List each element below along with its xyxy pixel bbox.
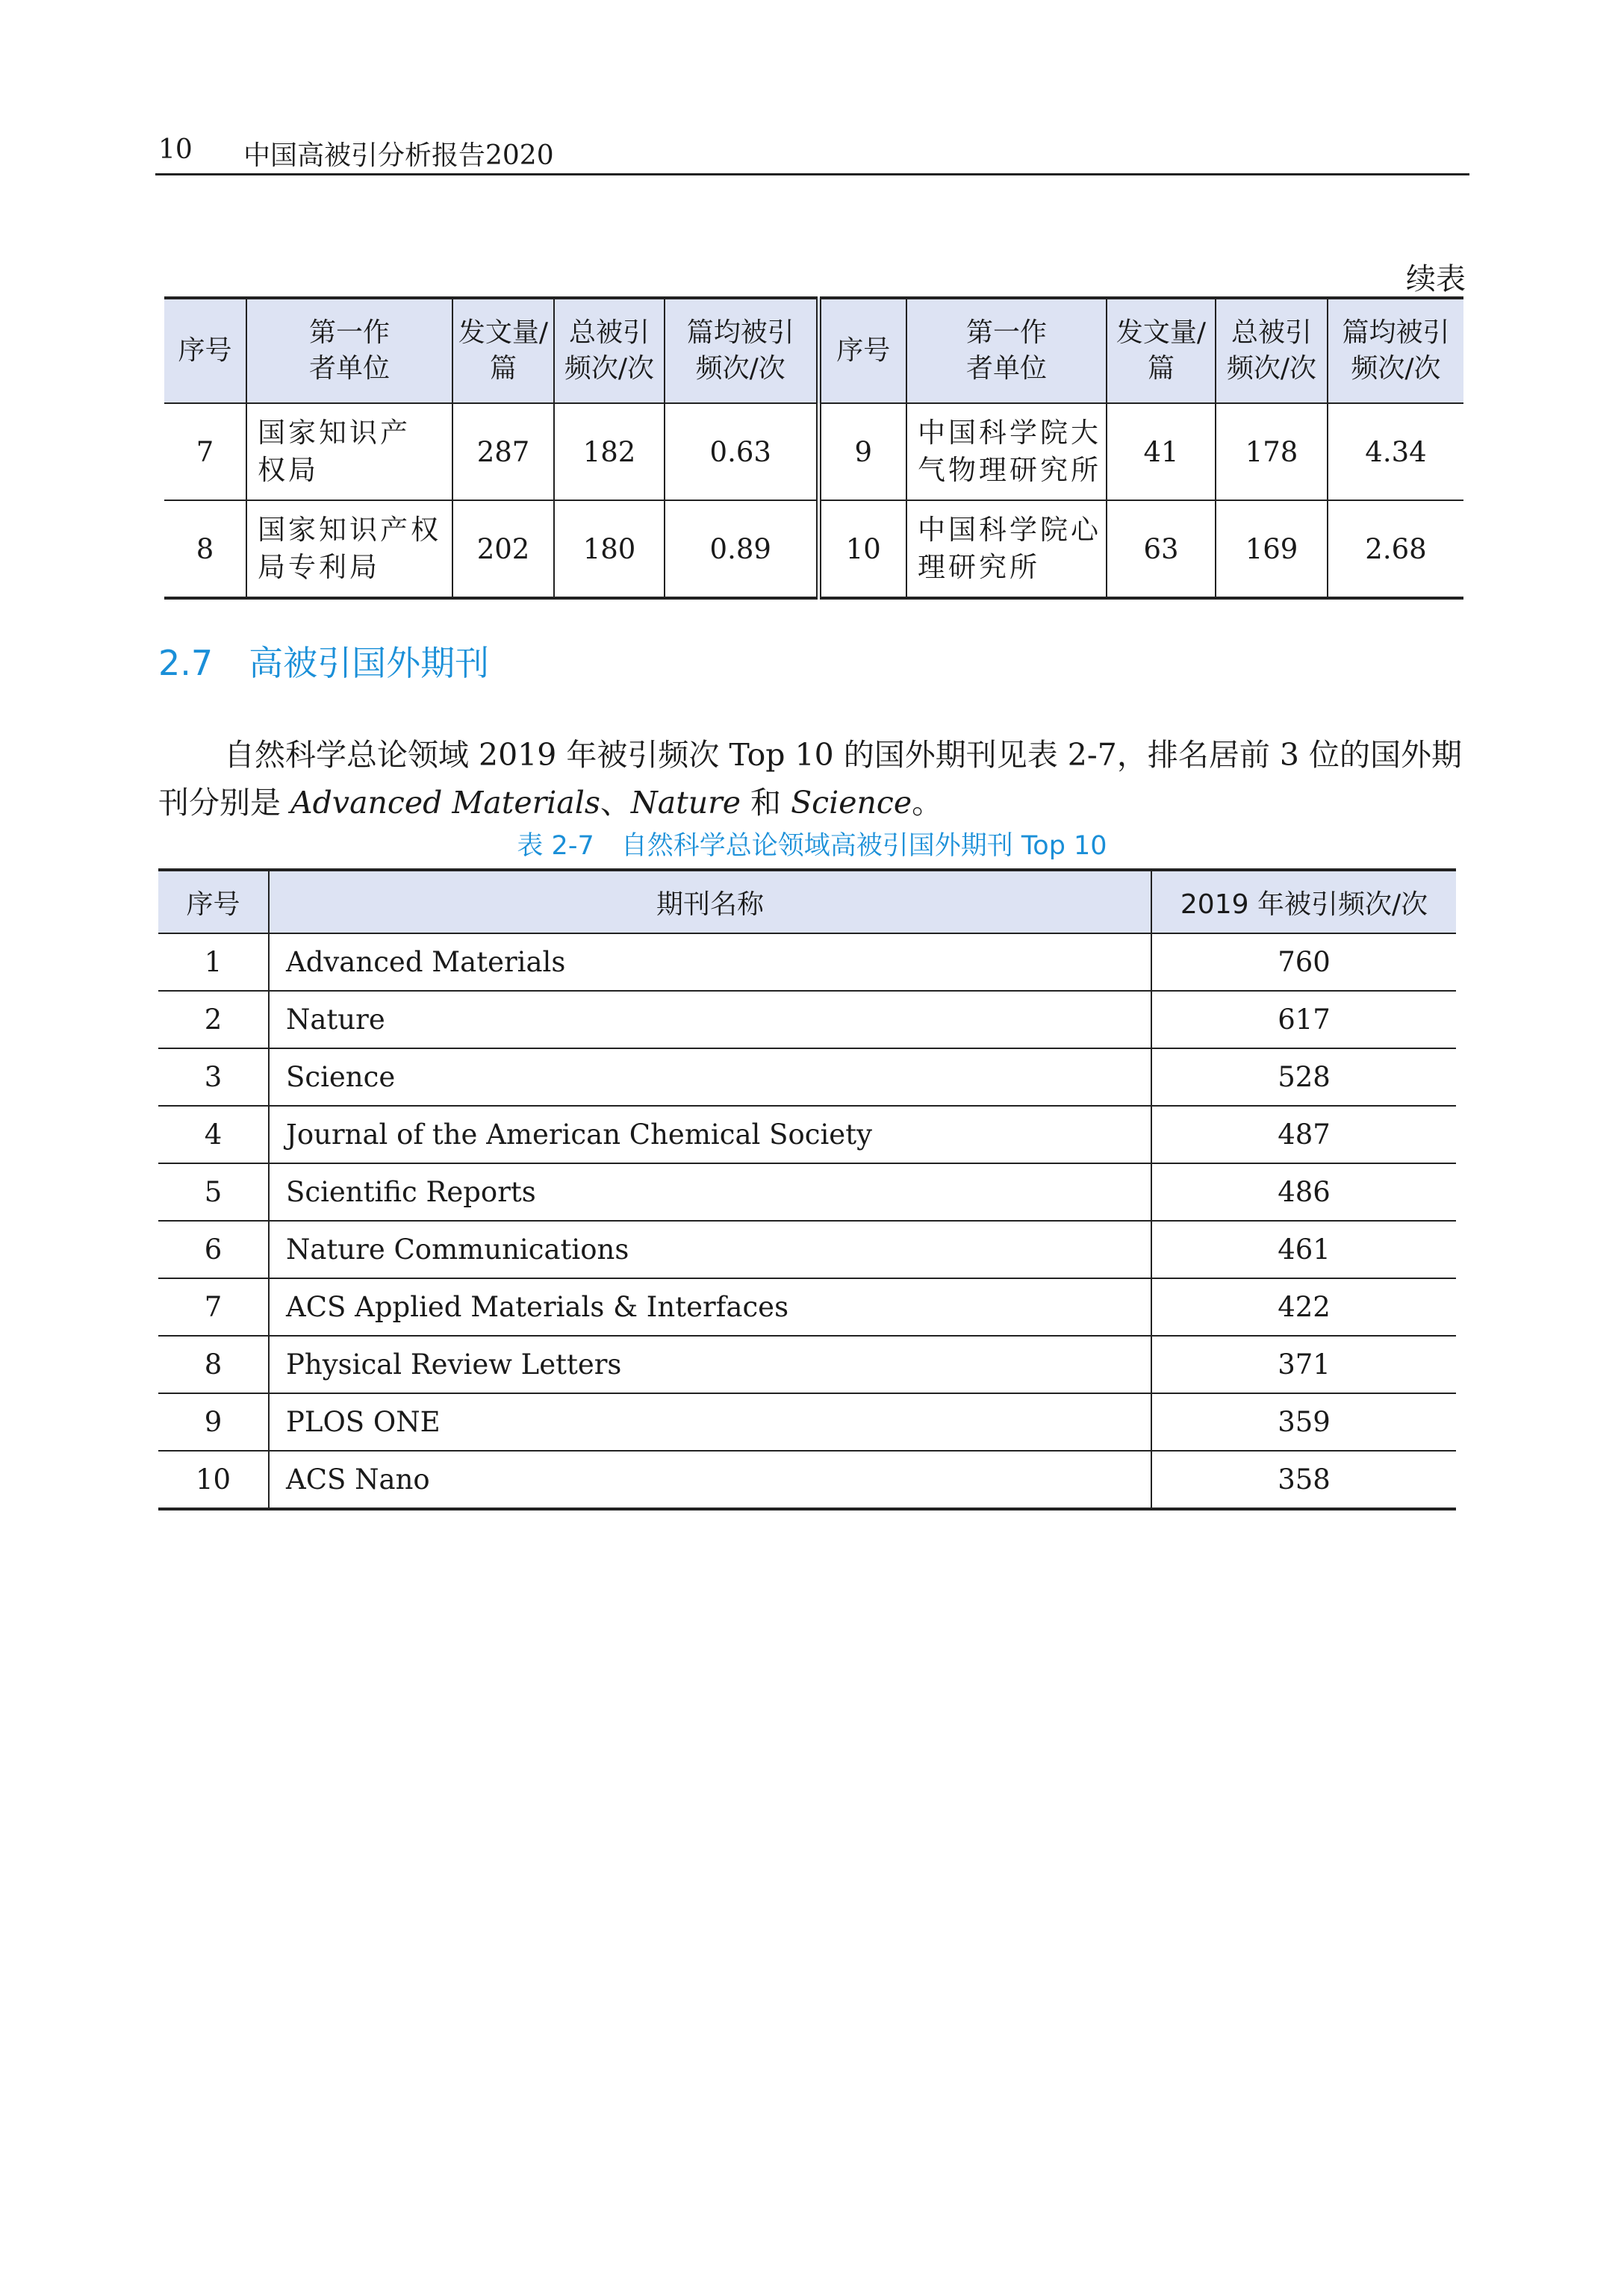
- unit-cell: 中国科学院大 气物理研究所: [906, 403, 1107, 500]
- table-row: [158, 1106, 1456, 1163]
- journal-name-cell: Nature: [269, 991, 1151, 1048]
- journal-name-cell: Physical Review Letters: [269, 1336, 1151, 1393]
- table-row: [158, 933, 1456, 991]
- citations-cell: 358: [1151, 1451, 1456, 1509]
- caption-number: 表 2-7: [517, 831, 594, 861]
- citations-cell: 617: [1151, 991, 1456, 1048]
- table-row: [158, 1048, 1456, 1106]
- journal-name-cell: Nature Communications: [269, 1221, 1151, 1278]
- header-unit: 第一作 者单位: [246, 298, 452, 403]
- journal-name-italic: Advanced Materials: [290, 785, 600, 821]
- papers-cell: 63: [1107, 500, 1216, 598]
- papers-cell: 41: [1107, 403, 1216, 500]
- rank-cell: 1: [158, 933, 269, 991]
- rank-cell: 7: [164, 403, 246, 500]
- header-cites: 总被引 频次/次: [1216, 298, 1328, 403]
- journal-name-cell: PLOS ONE: [269, 1393, 1151, 1451]
- rank-cell: 6: [158, 1221, 269, 1278]
- papers-cell: 287: [452, 403, 554, 500]
- journal-table-header: [158, 870, 1456, 933]
- header-journal-name: 期刊名称: [269, 870, 1151, 933]
- rank-cell: 9: [158, 1393, 269, 1451]
- page-header: [155, 128, 1469, 175]
- rank-cell: 7: [158, 1278, 269, 1336]
- rank-cell: 4: [158, 1106, 269, 1163]
- journal-name-cell: Advanced Materials: [269, 933, 1151, 991]
- rank-cell: 8: [158, 1336, 269, 1393]
- cites-cell: 169: [1216, 500, 1328, 598]
- section-number: 2.7: [158, 643, 214, 683]
- rank-cell: 10: [195, 1463, 231, 1496]
- rank-cell: 10: [818, 500, 906, 598]
- citations-cell: 528: [1151, 1048, 1456, 1106]
- unit-cell: 国家知识产权 局专利局: [246, 500, 452, 598]
- section-heading: [158, 636, 489, 685]
- header-papers: 发文量/ 篇: [1107, 298, 1216, 403]
- header-cites: 总被引 频次/次: [554, 298, 665, 403]
- rank-cell: 5: [158, 1163, 269, 1221]
- citations-cell: 461: [1151, 1221, 1456, 1278]
- table-row: [158, 1278, 1456, 1336]
- table-row: [158, 1336, 1456, 1393]
- unit-cell: 中国科学院心 理研究所: [906, 500, 1107, 598]
- running-title: 中国高被引分析报告2020: [243, 140, 554, 171]
- header-rank: 序号: [164, 298, 246, 403]
- continued-table-header: [164, 298, 1463, 403]
- page-number: 10: [158, 134, 193, 165]
- continued-table: [164, 296, 1463, 600]
- table-row: [158, 1393, 1456, 1451]
- table-row: [158, 991, 1456, 1048]
- journal-name-cell: ACS Nano: [269, 1451, 1151, 1509]
- header-citations: 2019 年被引频次/次: [1151, 870, 1456, 933]
- table-row: [164, 403, 1463, 500]
- papers-cell: 202: [452, 500, 554, 598]
- citations-cell: 760: [1151, 933, 1456, 991]
- cites-cell: 182: [554, 403, 665, 500]
- table-row: [158, 1451, 1456, 1509]
- citations-cell: 359: [1151, 1393, 1456, 1451]
- avg-cell: 2.68: [1328, 500, 1463, 598]
- citations-cell: 371: [1151, 1336, 1456, 1393]
- avg-cell: 0.63: [665, 403, 818, 500]
- header-rank: 序号: [158, 870, 269, 933]
- citations-cell: 486: [1151, 1163, 1456, 1221]
- cites-cell: 178: [1216, 403, 1328, 500]
- citations-cell: 422: [1151, 1278, 1456, 1336]
- table-caption: [0, 825, 1624, 862]
- unit-cell: 国家知识产 权局: [246, 403, 452, 500]
- avg-cell: 0.89: [665, 500, 818, 598]
- caption-title: 自然科学总论领域高被引国外期刊 Top 10: [620, 831, 1107, 861]
- rank-cell: 2: [158, 991, 269, 1048]
- header-unit: 第一作 者单位: [906, 298, 1107, 403]
- journal-name-cell: Science: [269, 1048, 1151, 1106]
- journal-name-cell: Journal of the American Chemical Society: [269, 1106, 1151, 1163]
- header-avg: 篇均被引 频次/次: [1328, 298, 1463, 403]
- header-avg: 篇均被引 频次/次: [665, 298, 818, 403]
- header-rank: 序号: [818, 298, 906, 403]
- section-title: 高被引国外期刊: [249, 643, 490, 683]
- cites-cell: 180: [554, 500, 665, 598]
- avg-cell: 4.34: [1328, 403, 1463, 500]
- journal-name-cell: ACS Applied Materials & Interfaces: [269, 1278, 1151, 1336]
- journal-name-italic: Nature: [630, 785, 741, 821]
- table-row: [158, 1221, 1456, 1278]
- rank-cell: 3: [158, 1048, 269, 1106]
- citations-cell: 487: [1151, 1106, 1456, 1163]
- rank-cell: 8: [196, 532, 214, 565]
- table-row: [158, 1163, 1456, 1221]
- journal-name-italic: Science: [791, 785, 912, 821]
- body-paragraph: 自然科学总论领域 2019 年被引频次 Top 10 的国外期刊见表 2-7，排名居前 3 位的国外期刊分别是 Advanced Materials、Nature 和 Science。: [158, 737, 1462, 821]
- journal-name-cell: Scientific Reports: [269, 1163, 1151, 1221]
- continued-label: 续表: [1406, 262, 1466, 296]
- header-papers: 发文量/ 篇: [452, 298, 554, 403]
- rank-cell: 9: [818, 403, 906, 500]
- journal-table: [158, 868, 1456, 1510]
- table-row: [164, 500, 1463, 598]
